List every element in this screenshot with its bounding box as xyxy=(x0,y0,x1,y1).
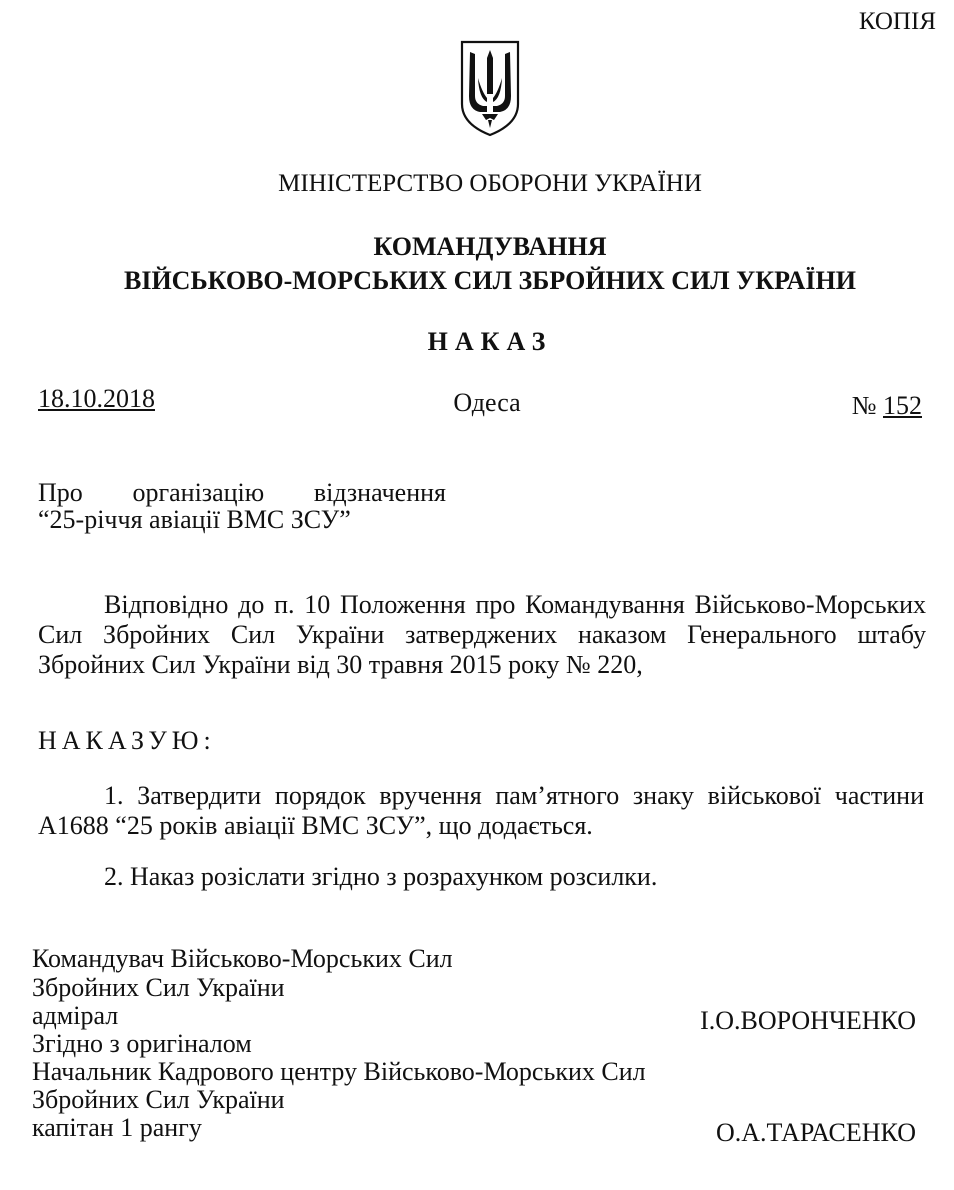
order-number-prefix: № xyxy=(851,391,877,420)
tryzub-emblem-icon xyxy=(458,38,522,138)
command-title-line1: КОМАНДУВАННЯ xyxy=(373,232,607,261)
ministry-title: МІНІСТЕРСТВО ОБОРОНИ УКРАЇНИ xyxy=(278,170,702,197)
document-type: НАКАЗ xyxy=(427,327,553,356)
order-date: 18.10.2018 xyxy=(38,384,155,413)
commander-rank: адмірал xyxy=(32,1001,119,1030)
certified-note: Згідно з оригіналом xyxy=(32,1029,252,1058)
order-item-1: 1. Затвердити порядок вручення пам’ятного знаку військової частини А1688 “25 років авіації ВМС ЗСУ”, що додається. xyxy=(38,781,924,840)
commander-title-line1: Командувач Військово-Морських Сил xyxy=(32,944,453,973)
commander-name: І.О.ВОРОНЧЕНКО xyxy=(700,1006,916,1035)
order-word: НАКАЗУЮ: xyxy=(38,726,216,755)
order-number xyxy=(852,391,922,421)
order-item-2: 2. Наказ розіслати згідно з розрахунком розсилки. xyxy=(104,862,658,891)
hr-rank: капітан 1 рангу xyxy=(32,1113,202,1142)
command-title-line2: ВІЙСЬКОВО-МОРСЬКИХ СИЛ ЗБРОЙНИХ СИЛ УКРАЇНИ xyxy=(124,266,856,295)
basis-paragraph: Відповідно до п. 10 Положення про Командування Військово-Морських Сил Збройних Сил України затверджених наказом Генерального штабу Збройних Сил України від 30 травня 2015 року № 220, xyxy=(38,590,926,679)
hr-name: О.А.ТАРАСЕНКО xyxy=(715,1118,916,1147)
subject-line2: “25-річчя авіації ВМС ЗСУ” xyxy=(38,505,351,534)
hr-title-line1: Начальник Кадрового центру Військово-Морських Сил xyxy=(32,1057,646,1086)
order-city: Одеса xyxy=(453,388,521,417)
subject-line1: Про організацію відзначення xyxy=(38,478,446,507)
commander-title-line2: Збройних Сил України xyxy=(32,973,285,1002)
copy-mark: КОПІЯ xyxy=(858,8,936,35)
hr-title-line2: Збройних Сил України xyxy=(32,1085,285,1114)
order-number-value: 152 xyxy=(883,391,922,420)
